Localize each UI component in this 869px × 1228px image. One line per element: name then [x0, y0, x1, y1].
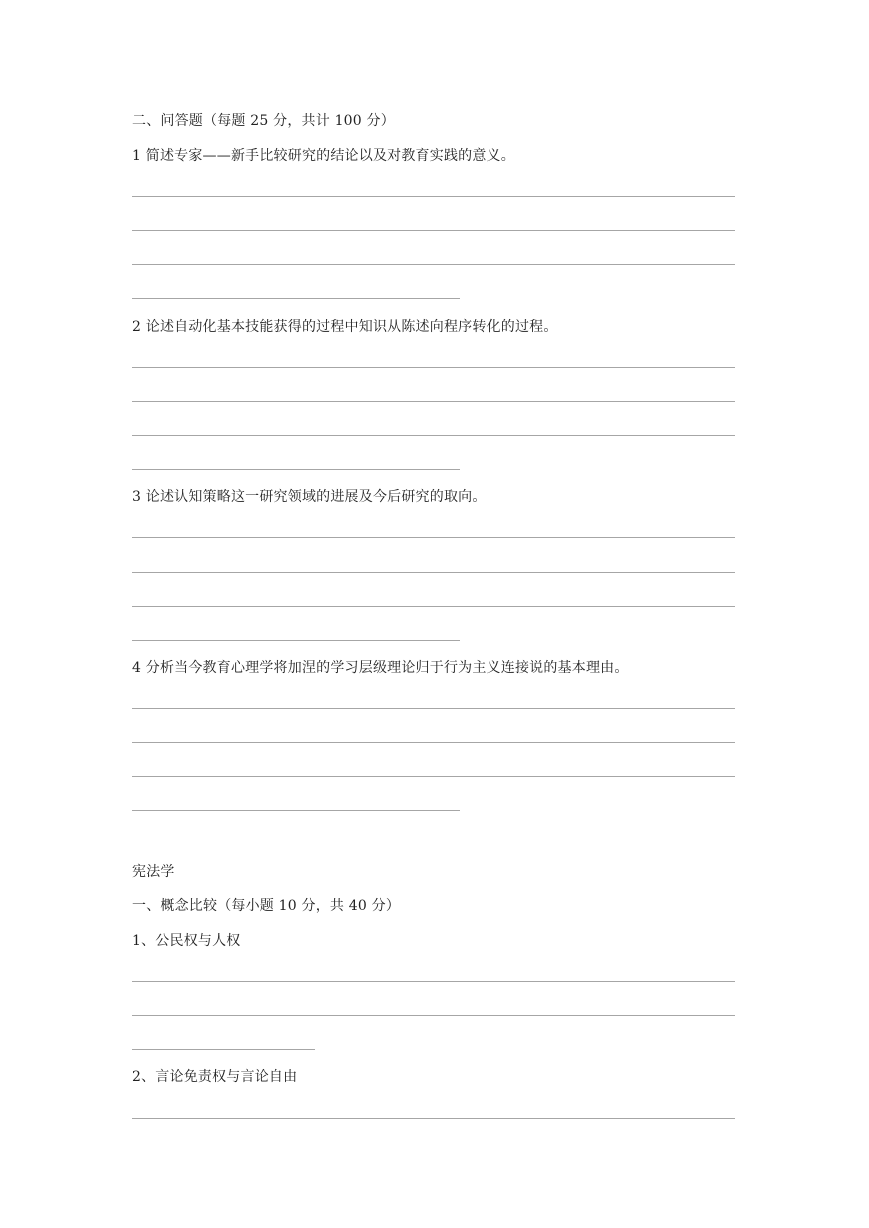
section-heading: 二、问答题（每题 25 分，共计 100 分）	[132, 113, 395, 129]
answer-line	[132, 1049, 315, 1050]
answer-line	[132, 981, 735, 982]
question-2: 2 论述自动化基本技能获得的过程中知识从陈述向程序转化的过程。	[132, 319, 558, 335]
subject-title: 宪法学	[132, 864, 175, 880]
answer-line	[132, 230, 735, 231]
answer-line	[132, 537, 735, 538]
question-1: 1 简述专家——新手比较研究的结论以及对教育实践的意义。	[132, 148, 515, 164]
answer-line	[132, 606, 735, 607]
answer-line	[132, 264, 735, 265]
answer-line	[132, 1015, 735, 1016]
section-heading: 一、概念比较（每小题 10 分，共 40 分）	[132, 898, 401, 914]
answer-line	[132, 196, 735, 197]
answer-line	[132, 708, 735, 709]
answer-line	[132, 776, 735, 777]
question-3: 3 论述认知策略这一研究领域的进展及今后研究的取向。	[132, 489, 487, 505]
answer-line	[132, 469, 460, 470]
answer-line	[132, 435, 735, 436]
question-4: 4 分析当今教育心理学将加涅的学习层级理论归于行为主义连接说的基本理由。	[132, 660, 629, 676]
answer-line	[132, 1118, 735, 1119]
answer-line	[132, 810, 460, 811]
concept-item-1: 1、公民权与人权	[132, 933, 241, 949]
answer-line	[132, 640, 460, 641]
answer-line	[132, 572, 735, 573]
concept-item-2: 2、言论免责权与言论自由	[132, 1069, 298, 1085]
answer-line	[132, 298, 460, 299]
answer-line	[132, 367, 735, 368]
answer-line	[132, 742, 735, 743]
answer-line	[132, 401, 735, 402]
